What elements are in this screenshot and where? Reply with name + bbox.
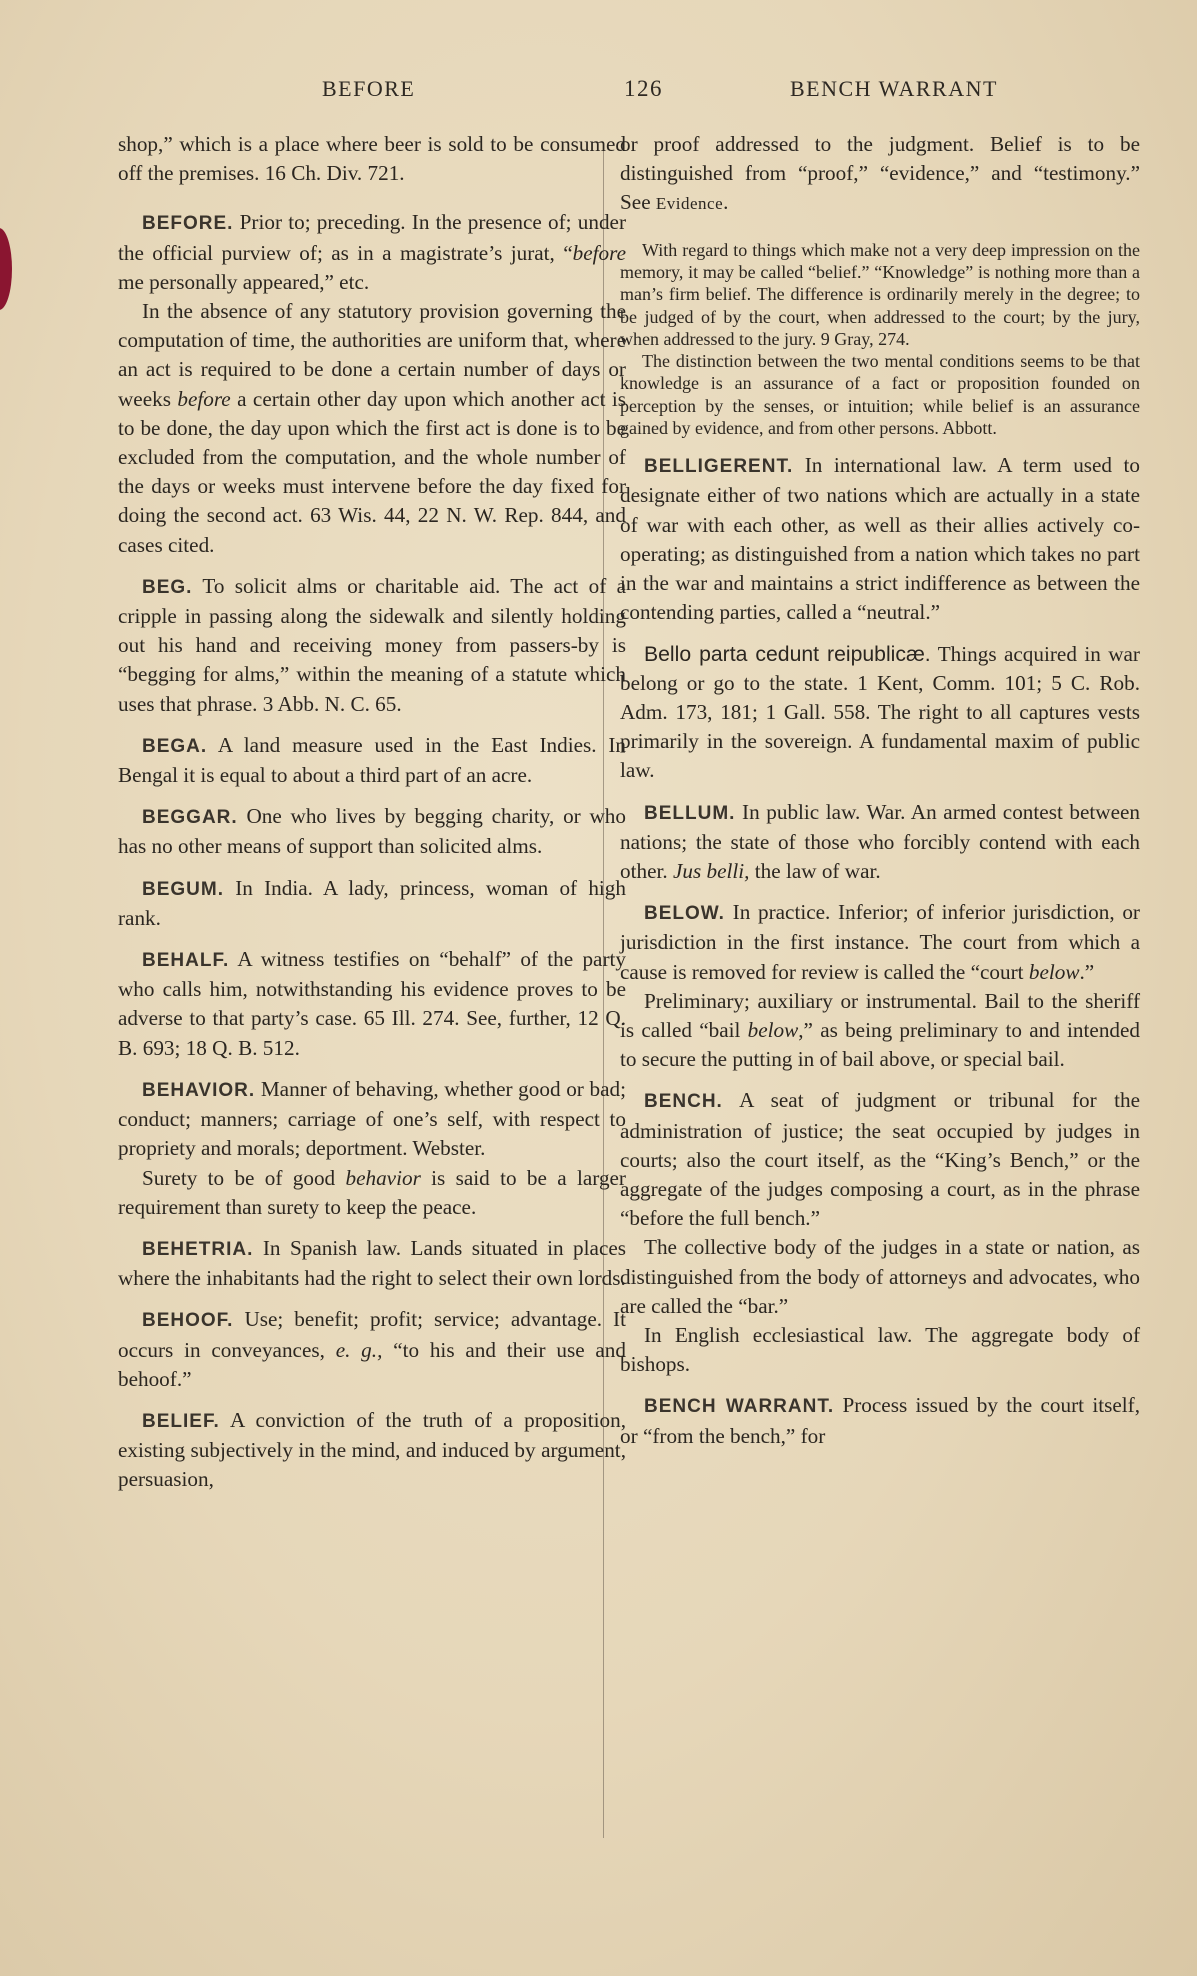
entry-body: me personally appeared,” etc. [118, 269, 370, 294]
entry-body: A land measure used in the East Indies. In Bengal it is equal to about a third part of an acre. [118, 732, 626, 788]
entry-term: BEHETRIA. [142, 1238, 254, 1260]
header-last-term: BENCH WARRANT [790, 76, 998, 101]
entry-body: A conviction of the truth of a proposition, existing subjectively in the mind, and induced by argument, persuasion, [118, 1407, 626, 1492]
entry-behetria [118, 1234, 626, 1293]
entry-continuation [118, 130, 626, 188]
entry-body: ,” as being preliminary to and intended to secure the putting in of bail above, or special bail. [620, 1017, 1140, 1072]
left-column [118, 130, 626, 1507]
running-head [0, 68, 1197, 108]
entry-body: Preliminary; auxiliary or instrumental. Bail to the sheriff is called “bail [620, 988, 1140, 1042]
entry-bega [118, 731, 626, 790]
entry-belligerent [620, 451, 1140, 627]
entry-body: “to his and their use and behoof.” [118, 1337, 626, 1391]
entry-belief-continued [620, 130, 1140, 219]
entry-body: In Spanish law. Lands situated in places where the inhabitants had the right to select their own lords. [118, 1235, 626, 1291]
entry-beg [118, 572, 626, 719]
entry-body: A witness testifies on “behalf” of the party who calls him, notwithstanding his evidence proves to be adverse to that party’s case. 65 Ill. 274. See, further, 12 Q. B. 693; 18 Q. B. 512. [118, 947, 626, 1060]
entry-body: In English ecclesiastical law. The aggregate body of bishops. [620, 1322, 1140, 1377]
entry-body: is said to be a larger requirement than surety to keep the peace. [118, 1165, 626, 1219]
entry-italic: before [177, 386, 231, 411]
entry-italic: before [572, 240, 626, 265]
entry-term: BELLUM. [644, 802, 736, 824]
entry-body: Process issued by the court itself, or “from the bench,” for [620, 1393, 1141, 1448]
entry-below [620, 898, 1140, 1074]
entry-term: BELIEF. [142, 1410, 220, 1432]
entry-body: the law of war. [749, 858, 881, 883]
entry-behavior [118, 1075, 626, 1222]
entry-body: Surety to be of good [142, 1165, 346, 1190]
entry-body: In practice. Inferior; of inferior jurisdiction, or jurisdiction in the first instance. The court from which a cause is removed for review is called the “court [620, 900, 1140, 984]
entry-before [118, 208, 626, 559]
entry-term: BENCH. [644, 1091, 723, 1113]
entry-note [620, 239, 1140, 440]
entry-term: BEG. [142, 576, 193, 598]
entry-body: In international law. A term used to designate either of two nations which are actually in a state of war with each other, as well as their allies actively co-operating; as distinguished from a nation which takes no part in the war and maintains a strict indifference as between the contending parties, called a “neutral.” [620, 453, 1140, 625]
entry-body: In public law. War. An armed contest between nations; the state of those who forcibly contend with each other. [620, 799, 1140, 883]
entry-behalf [118, 945, 626, 1063]
entry-term: BELLIGERENT. [644, 456, 794, 478]
entry-term: BENCH WARRANT. [644, 1396, 835, 1418]
note-text: The distinction between the two mental conditions seems to be that knowledge is an assurance of a fact or proposition founded on perception by the senses, or intuition; while belief is an assurance gained by evidence, and from other persons. Abbott. [620, 351, 1140, 438]
entry-body: .” [1079, 959, 1095, 984]
entry-body: A seat of judgment or tribunal for the administration of justice; the seat occupied by judges in courts; also the court itself, as the “King’s Bench,” or the aggregate of the judges composing a court, as in the phrase “before the full bench.” [620, 1088, 1140, 1231]
entry-term: BEGA. [142, 735, 208, 757]
entry-body: To solicit alms or charitable aid. The act of a cripple in passing along the sidewalk and silently holding out his hand and receiving money from passers-by is “begging for alms,” within the meaning of a statute which uses that phrase. 3 Abb. N. C. 65. [118, 573, 626, 716]
entry-term: BEGUM. [142, 878, 224, 900]
entry-italic: Jus belli, [672, 858, 750, 883]
entry-body: Use; benefit; profit; service; advantage. It occurs in conveyances, [118, 1307, 626, 1362]
entry-italic: below [747, 1017, 799, 1042]
entry-italic: e. g., [335, 1337, 383, 1362]
entry-behoof [118, 1305, 626, 1394]
entry-body: or proof addressed to the judgment. Belief is to be distinguished from “proof,” “evidence,” and “testimony.” See [620, 132, 1140, 215]
entry-term: BEHALF. [142, 950, 230, 972]
entry-bello-maxim [620, 640, 1140, 786]
entry-italic: behavior [345, 1165, 421, 1190]
entry-body: shop,” which is a place where beer is sold to be consumed off the premises. 16 Ch. Div. 721. [118, 132, 626, 186]
entry-body: a certain other day upon which another act is to be done, the day upon which the first act is done is to be excluded from the computation, and the whole number of the days or weeks must intervene before the day fixed for doing the second act. 63 Wis. 44, 22 N. W. Rep. 844, and cases cited. [118, 386, 626, 557]
entry-begum [118, 874, 626, 933]
entry-term: BEHOOF. [142, 1310, 234, 1332]
entry-body: Prior to; preceding. In the presence of; under the official purview of; as in a magistrate’s jurat, “ [118, 210, 626, 265]
entry-body: Manner of behaving, whether good or bad; conduct; manners; carriage of one’s self, with respect to propriety and morals; deportment. Webster. [118, 1076, 626, 1161]
cross-reference: Evidence [655, 194, 724, 214]
entry-body: Things acquired in war belong or go to the state. 1 Kent, Comm. 101; 5 C. Rob. Adm. 173, 181; 1 Gall. 558. The right to all captures vests primarily in the sovereign. A fundamental maxim of public law. [620, 641, 1140, 783]
entry-term: Bello parta cedunt reipublicæ. [644, 642, 931, 666]
page-number: 126 [624, 76, 663, 101]
entry-term: BEFORE. [142, 213, 234, 235]
entry-bellum [620, 798, 1140, 887]
entry-term: BEGGAR. [142, 807, 238, 829]
entry-italic: below [1028, 959, 1080, 984]
entry-term: BELOW. [644, 903, 725, 925]
entry-body: The collective body of the judges in a state or nation, as distinguished from the body of attorneys and advocates, who are called the “bar.” [620, 1235, 1140, 1318]
ribbon-edge-mark [0, 228, 12, 310]
entry-bench-warrant [620, 1391, 1140, 1450]
note-text: With regard to things which make not a very deep impression on the memory, it may be called “belief.” “Knowledge” is nothing more than a man’s firm belief. The difference is ordinarily merely in the degree; to be judged of by the court, when addressed to the court; by the jury, when addressed to the jury. 9 Gray, 274. [620, 239, 1140, 349]
entry-belief [118, 1406, 626, 1495]
entry-body: . [723, 190, 729, 215]
entry-beggar [118, 802, 626, 861]
entry-body: In India. A lady, princess, woman of high rank. [118, 875, 626, 930]
entry-body: One who lives by begging charity, or who has no other means of support than solicited alms. [118, 804, 626, 859]
header-first-term: BEFORE [322, 76, 416, 101]
entry-term: BEHAVIOR. [142, 1079, 256, 1101]
entry-bench [620, 1086, 1140, 1379]
right-column [620, 130, 1140, 1463]
entry-body: In the absence of any statutory provision governing the computation of time, the authorities are uniform that, where an act is required to be done a certain number of days or weeks [118, 299, 626, 411]
